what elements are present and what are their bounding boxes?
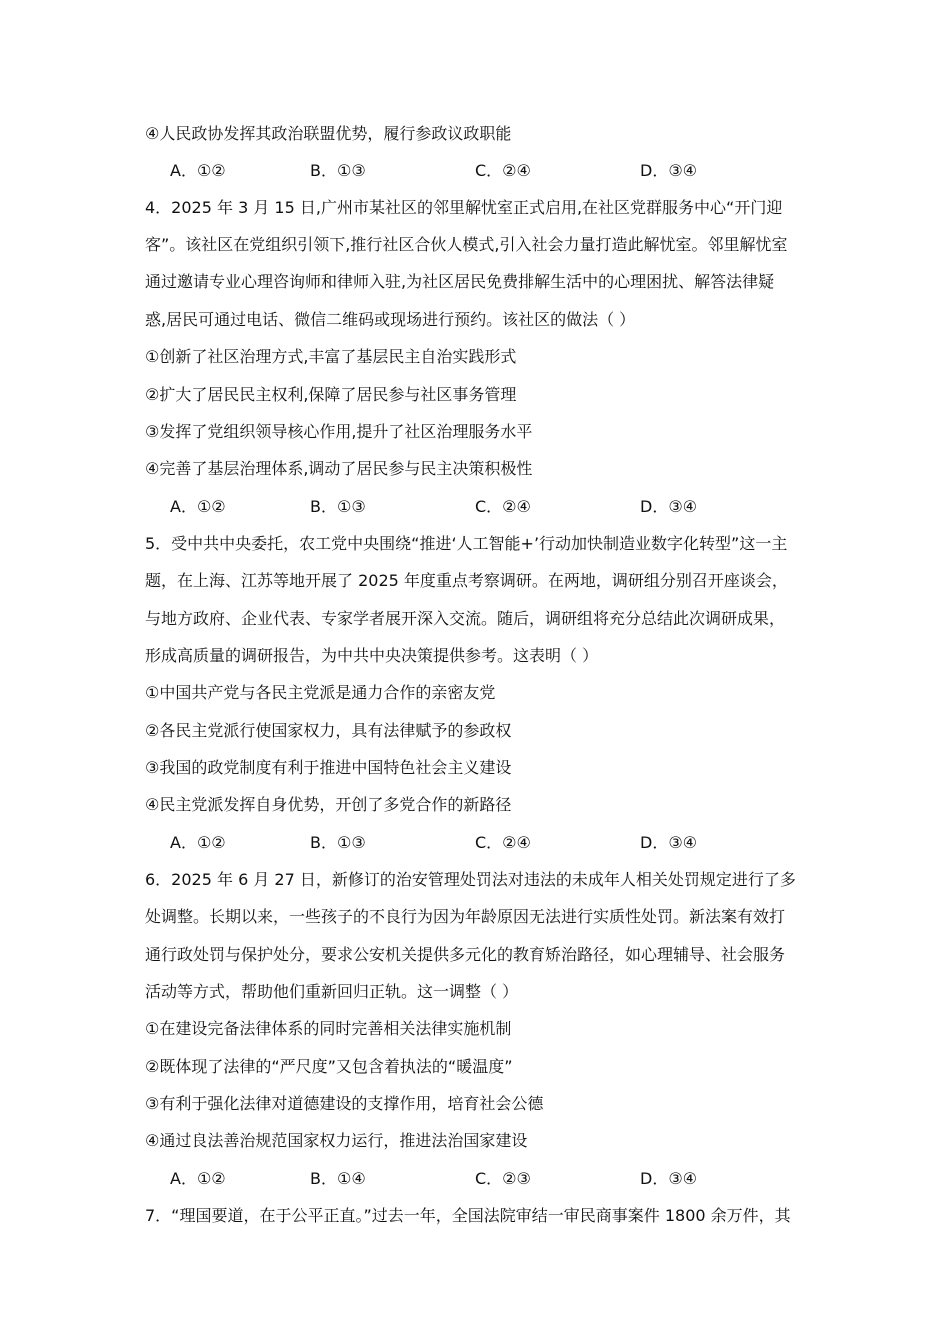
q6-options	[170, 1169, 770, 1189]
q4-option-d: D．③④	[640, 497, 698, 516]
q6-option-a: A．①②	[170, 1169, 226, 1188]
q4-option-c: C．②④	[475, 497, 531, 516]
q6-stem-line: 6．2025 年 6 月 27 日，新修订的治安管理处罚法对违法的未成年人相关处罚规定进行了多	[145, 870, 796, 889]
q5-item-4: ④民主党派发挥自身优势，开创了多党合作的新路径	[145, 795, 512, 814]
q6-stem-line: 处调整。长期以来，一些孩子的不良行为因为年龄原因无法进行实质性处罚。新法案有效打	[145, 907, 786, 926]
q6-stem-line: 通行政处罚与保护处分，要求公安机关提供多元化的教育矫治路径，如心理辅导、社会服务	[145, 945, 786, 964]
q4-item-1: ①创新了社区治理方式,丰富了基层民主自治实践形式	[145, 347, 517, 366]
q5-option-b: B．①③	[310, 833, 366, 852]
q4-option-a: A．①②	[170, 497, 226, 516]
q3-item-4: ④人民政协发挥其政治联盟优势，履行参政议政职能	[145, 124, 512, 143]
q4-item-3: ③发挥了党组织领导核心作用,提升了社区治理服务水平	[145, 422, 533, 441]
q3-option-b: B．①③	[310, 161, 366, 180]
q5-item-1: ①中国共产党与各民主党派是通力合作的亲密友党	[145, 683, 496, 702]
q3-option-d: D．③④	[640, 161, 698, 180]
q5-stem-line: 题，在上海、江苏等地开展了 2025 年度重点考察调研。在两地，调研组分别召开座谈会，	[145, 571, 788, 590]
q6-item-4: ④通过良法善治规范国家权力运行，推进法治国家建设	[145, 1131, 528, 1150]
q3-option-a: A．①②	[170, 161, 226, 180]
q6-option-d: D．③④	[640, 1169, 698, 1188]
q4-stem-line: 通过邀请专业心理咨询师和律师入驻,为社区居民免费排解生活中的心理困扰、解答法律疑	[145, 272, 775, 291]
q3-options	[170, 161, 770, 181]
q5-stem-line: 与地方政府、企业代表、专家学者展开深入交流。随后，调研组将充分总结此次调研成果，	[145, 609, 786, 628]
q4-item-2: ②扩大了居民民主权利,保障了居民参与社区事务管理	[145, 385, 517, 404]
q6-item-3: ③有利于强化法律对道德建设的支撑作用，培育社会公德	[145, 1094, 544, 1113]
q4-stem-line: 客”。该社区在党组织引领下,推行社区合伙人模式,引入社会力量打造此解忧室。邻里解忧室	[145, 235, 788, 254]
q5-option-d: D．③④	[640, 833, 698, 852]
q6-item-2: ②既体现了法律的“严尺度”又包含着执法的“暖温度”	[145, 1057, 513, 1076]
q3-option-c: C．②④	[475, 161, 531, 180]
q5-stem-line: 5．受中共中央委托，农工党中央围绕“推进‘人工智能+’行动加快制造业数字化转型”这一主	[145, 534, 788, 553]
q4-options	[170, 497, 770, 517]
q6-option-c: C．②③	[475, 1169, 531, 1188]
q5-option-a: A．①②	[170, 833, 226, 852]
q4-stem-line: 惑,居民可通过电话、微信二维码或现场进行预约。该社区的做法（ ）	[145, 310, 636, 329]
q5-option-c: C．②④	[475, 833, 531, 852]
q7-stem-line: 7．“理国要道，在于公平正直。”过去一年，全国法院审结一审民商事案件 1800 余万件，其	[145, 1206, 791, 1225]
q5-stem-line: 形成高质量的调研报告，为中共中央决策提供参考。这表明（ ）	[145, 646, 599, 665]
q6-stem-line: 活动等方式，帮助他们重新回归正轨。这一调整（ ）	[145, 982, 519, 1001]
q4-item-4: ④完善了基层治理体系,调动了居民参与民主决策积极性	[145, 459, 533, 478]
q6-item-1: ①在建设完备法律体系的同时完善相关法律实施机制	[145, 1019, 512, 1038]
q5-item-2: ②各民主党派行使国家权力，具有法律赋予的参政权	[145, 721, 512, 740]
q4-stem-line: 4．2025 年 3 月 15 日,广州市某社区的邻里解忧室正式启用,在社区党群服务中心“开门迎	[145, 198, 783, 217]
q4-option-b: B．①③	[310, 497, 366, 516]
q6-option-b: B．①④	[310, 1169, 366, 1188]
q5-options	[170, 833, 770, 853]
q5-item-3: ③我国的政党制度有利于推进中国特色社会主义建设	[145, 758, 512, 777]
